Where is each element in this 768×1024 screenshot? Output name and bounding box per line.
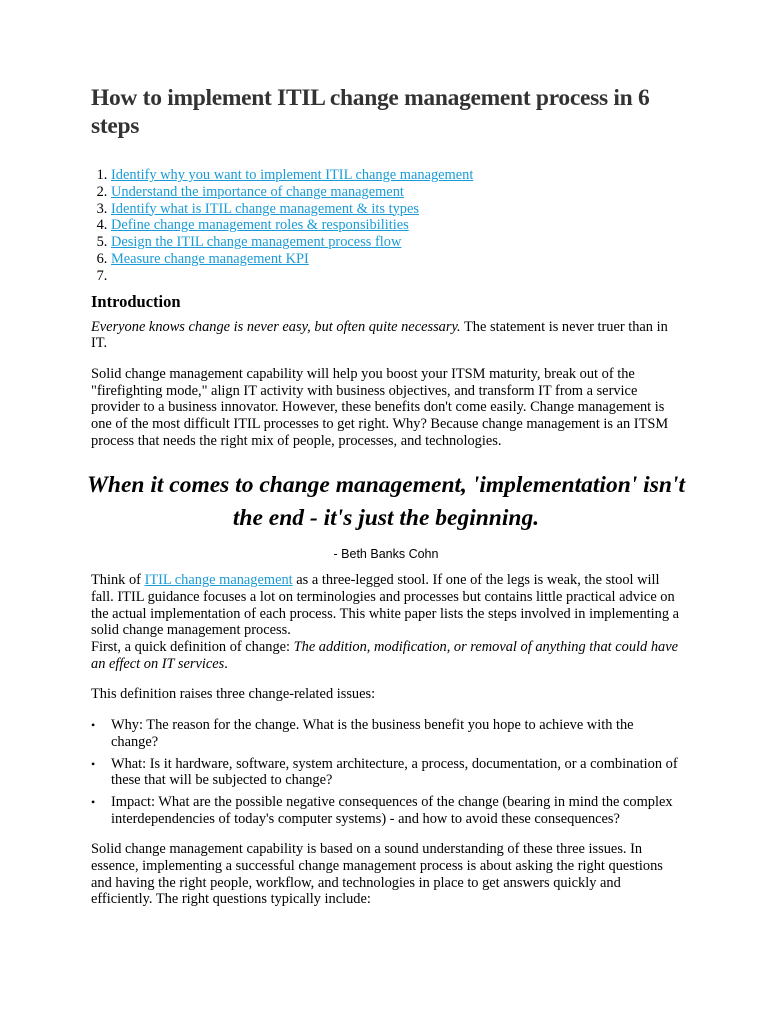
toc-link-2[interactable]: Understand the importance of change management: [111, 183, 404, 200]
quote-attribution: - Beth Banks Cohn: [333, 546, 439, 561]
toc-item: [111, 201, 681, 218]
table-of-contents: [91, 167, 681, 285]
body-paragraph-definition: [91, 639, 681, 672]
body-paragraph-summary: Solid change management capability is based on a sound understanding of these three issues. In essence, implementing a successful change management process is about asking the right questions and having the right people, workflow, and technologies in place to get answers quickly and efficiently. The right questions typically include:: [91, 841, 663, 908]
issues-list: [91, 717, 681, 827]
toc-link-5[interactable]: Design the ITIL change management process flow: [111, 234, 402, 251]
stool-before: Think of: [91, 572, 145, 589]
toc-link-3[interactable]: Identify what is ITIL change management & its types: [111, 200, 419, 217]
intro-paragraph-2: Solid change management capability will help you boost your ITSM maturity, break out of the "firefighting mode," align IT activity with business objectives, and transform IT from a service provider to a business innovator. However, these benefits don't come easily. Change management is one of the most difficult ITIL processes to get right. Why? Because change management is an ITSM process that needs the right mix of people, processes, and technologies.: [91, 365, 669, 449]
toc-item: [111, 184, 681, 201]
intro-paragraph-1: [91, 319, 681, 352]
issue-why: Why: The reason for the change. What is the business benefit you hope to achieve with the change?: [111, 717, 634, 750]
list-item: [91, 755, 681, 789]
bullet-icon: •: [91, 718, 96, 733]
document-page: [87, 84, 685, 922]
stool-after: as a three-legged stool. If one of the legs is weak, the stool will fall. ITIL guidance focuses a lot on terminologies and processes but contains little practical advice on the actual implementation of each process. This white paper lists the steps involved in implementing a solid change management process.: [91, 572, 680, 639]
toc-item: [111, 167, 681, 184]
toc-item-empty: [111, 268, 681, 285]
toc-link-1[interactable]: Identify why you want to implement ITIL change management: [111, 167, 474, 183]
toc-item: [111, 234, 681, 251]
body-paragraph-stool: [91, 572, 681, 639]
list-item: [91, 793, 681, 827]
intro-heading: Introduction: [91, 291, 181, 311]
toc-link-6[interactable]: Measure change management KPI: [111, 250, 309, 267]
bullet-icon: •: [91, 794, 96, 809]
definition-after: .: [224, 655, 228, 672]
toc-link-4[interactable]: Define change management roles & responsibilities: [111, 217, 409, 234]
toc-item: [111, 217, 681, 234]
pull-quote: When it comes to change management, 'implementation' isn't the end - it's just the beginning.: [87, 471, 685, 531]
page-title: How to implement ITIL change management process in 6 steps: [91, 85, 650, 139]
definition-italic: The addition, modification, or removal of anything that could have an effect on IT services: [91, 639, 678, 672]
definition-before: First, a quick definition of change:: [91, 639, 294, 656]
body-paragraph-issues-intro: This definition raises three change-related issues:: [91, 686, 376, 703]
intro-italic: Everyone knows change is never easy, but often quite necessary.: [91, 318, 461, 335]
intro-rest: The statement is never truer than in IT.: [91, 318, 668, 352]
toc-item: [111, 251, 681, 268]
issue-what: What: Is it hardware, software, system architecture, a process, documentation, or a combination of these that will be subjected to change?: [111, 755, 678, 789]
issue-impact: Impact: What are the possible negative consequences of the change (bearing in mind the complex interdependencies of today's computer systems) - and how to avoid these consequences?: [111, 793, 673, 827]
list-item: [91, 717, 681, 750]
itil-change-management-link[interactable]: ITIL change management: [144, 572, 293, 589]
bullet-icon: •: [91, 756, 96, 771]
